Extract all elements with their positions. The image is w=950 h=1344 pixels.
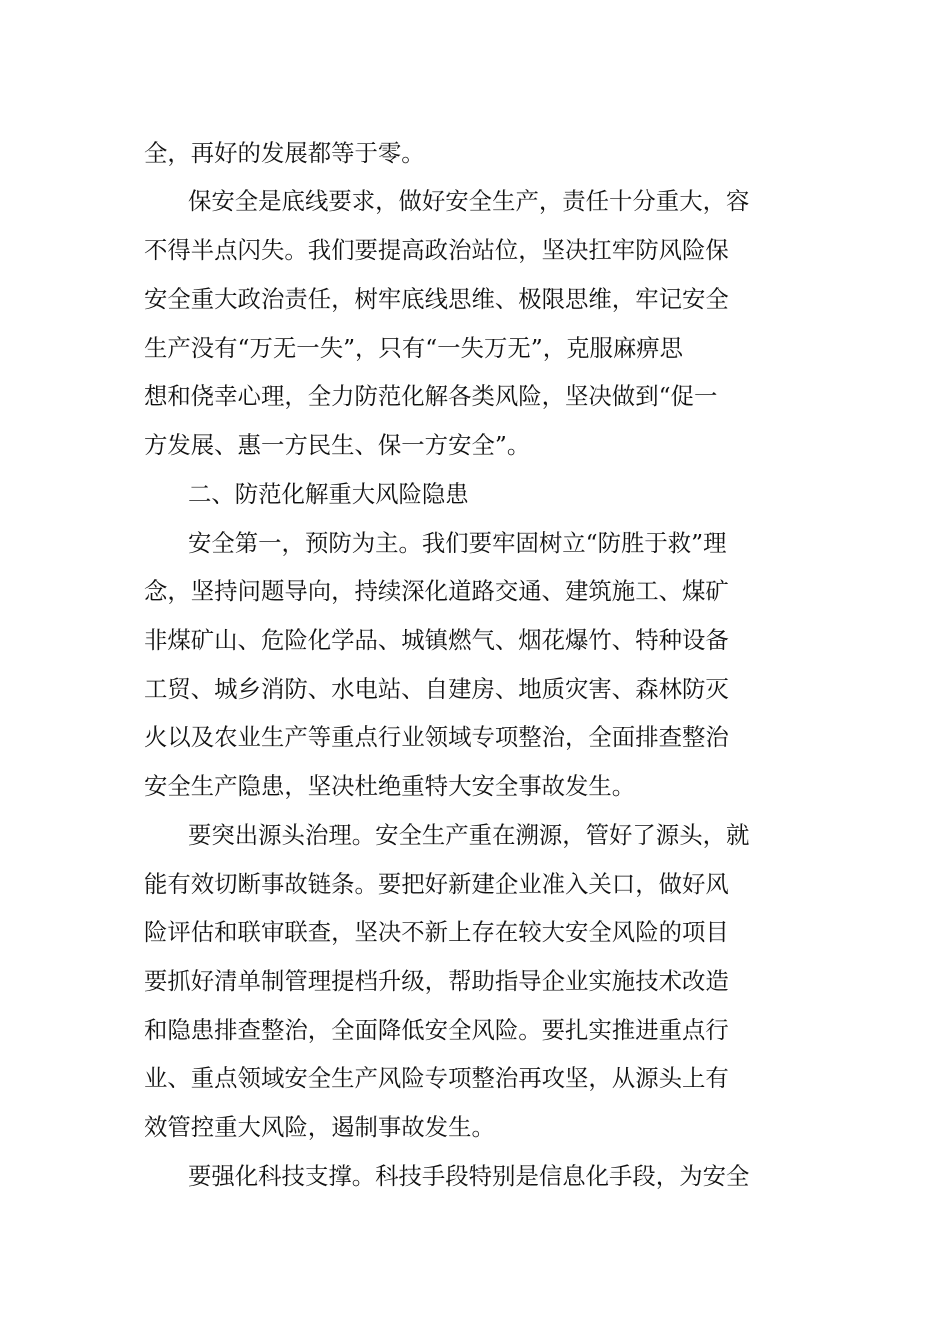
text-line: 生产没有“万无一失”，只有“一失万无”，克服麻痹思 [144,334,684,362]
paragraph-start-line: 安全第一，预防为主。我们要牢固树立“防胜于救”理 [188,529,727,557]
section-heading: 二、防范化解重大风险隐患 [188,480,469,508]
paragraph-start-line: 要强化科技支撑。科技手段特别是信息化手段，为安全 [188,1162,750,1190]
text-line: 全，再好的发展都等于零。 [144,139,425,167]
text-line: 非煤矿山、危险化学品、城镇燃气、烟花爆竹、特种设备 [144,626,729,654]
text-line: 想和侥幸心理，全力防范化解各类风险，坚决做到“促一 [144,382,718,410]
text-line: 念，坚持问题导向，持续深化道路交通、建筑施工、煤矿 [144,577,729,605]
text-line: 要抓好清单制管理提档升级，帮助指导企业实施技术改造 [144,967,729,995]
text-line: 安全重大政治责任，树牢底线思维、极限思维，牢记安全 [144,285,729,313]
text-line: 能有效切断事故链条。要把好新建企业准入关口，做好风 [144,870,729,898]
text-line: 安全生产隐患，坚决杜绝重特大安全事故发生。 [144,772,636,800]
text-line: 和隐患排查整治，全面降低安全风险。要扎实推进重点行 [144,1016,729,1044]
paragraph-start-line: 保安全是底线要求，做好安全生产，责任十分重大，容 [188,187,750,215]
text-line: 不得半点闪失。我们要提高政治站位，坚决扛牢防风险保 [144,236,729,264]
text-line: 险评估和联审联查，坚决不新上存在较大安全风险的项目 [144,918,729,946]
text-line: 业、重点领域安全生产风险专项整治再攻坚，从源头上有 [144,1064,729,1092]
text-line: 效管控重大风险，遏制事故发生。 [144,1113,495,1141]
text-line: 方发展、惠一方民生、保一方安全”。 [144,431,531,459]
text-line: 火以及农业生产等重点行业领域专项整治，全面排查整治 [144,723,729,751]
paragraph-start-line: 要突出源头治理。安全生产重在溯源，管好了源头，就 [188,821,750,849]
text-line: 工贸、城乡消防、水电站、自建房、地质灾害、森林防灭 [144,675,729,703]
